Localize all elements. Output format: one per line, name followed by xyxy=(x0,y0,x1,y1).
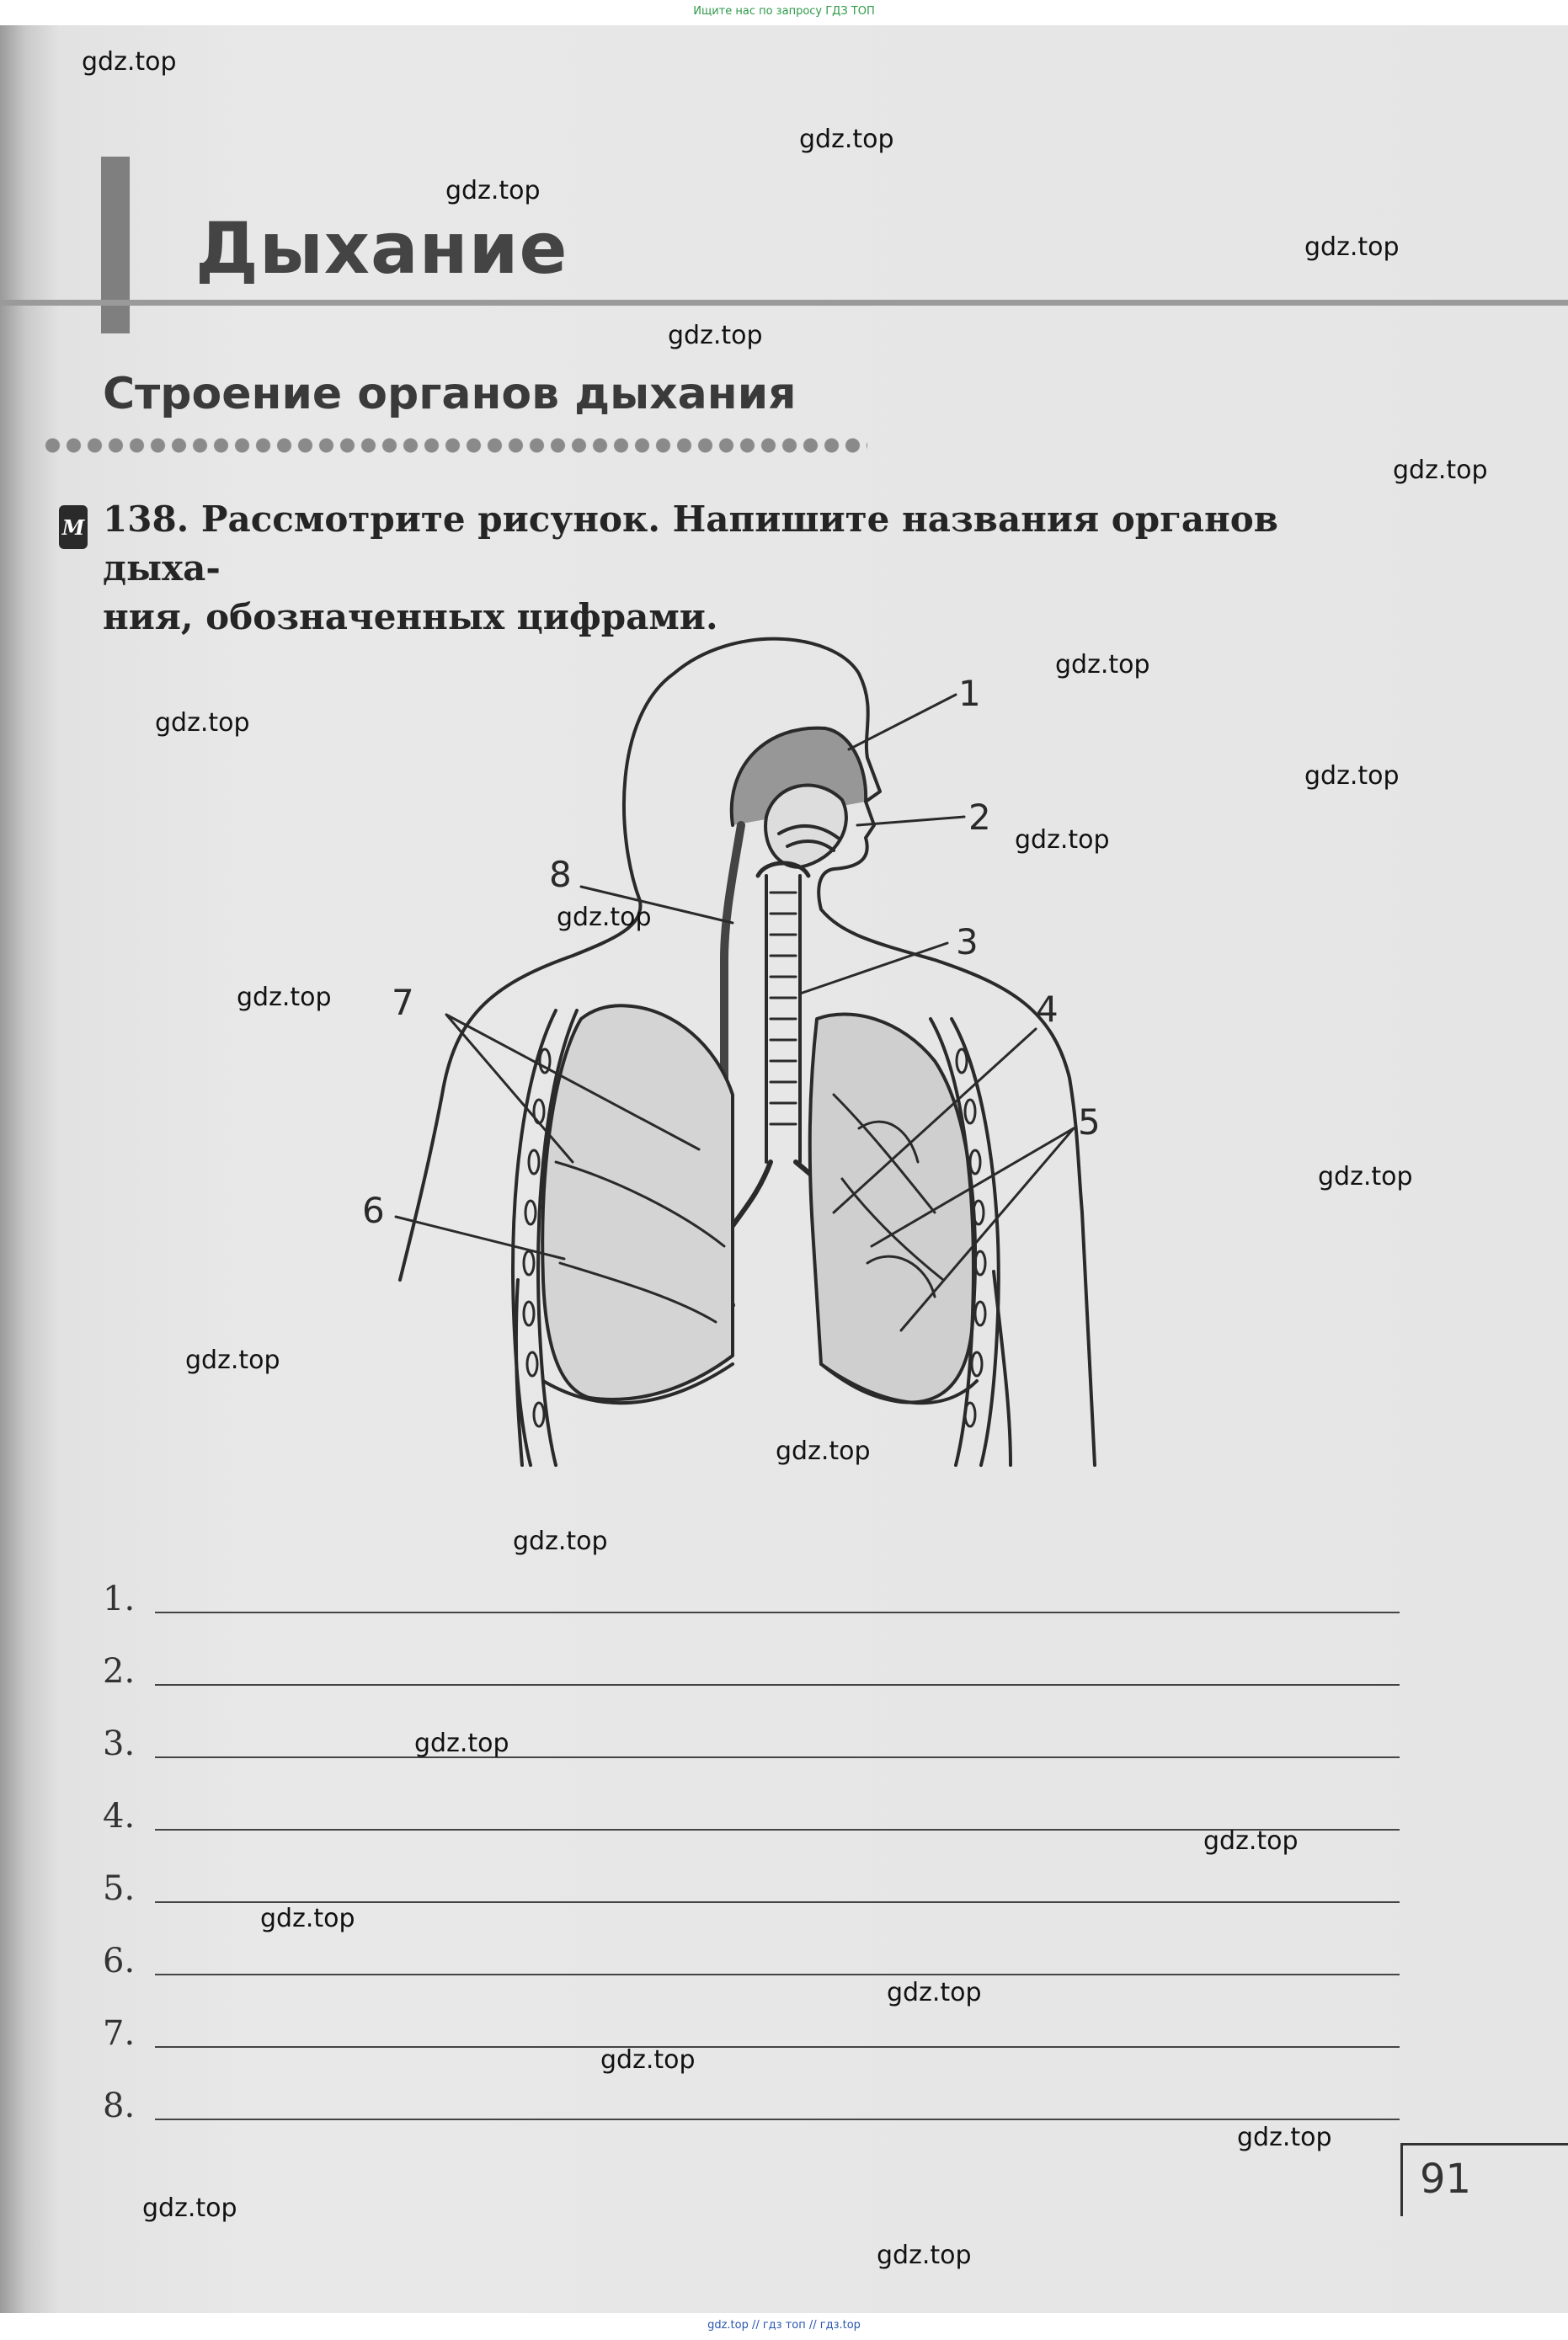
watermark: gdz.top xyxy=(142,2193,237,2223)
watermark: gdz.top xyxy=(668,321,763,350)
answer-line[interactable] xyxy=(155,1684,1400,1686)
answer-line[interactable] xyxy=(155,1974,1400,1975)
watermark: gdz.top xyxy=(776,1437,871,1466)
answer-line[interactable] xyxy=(155,1901,1400,1903)
diagram-label-2: 2 xyxy=(968,797,991,838)
diagram-label-8: 8 xyxy=(549,854,572,895)
section-title: Строение органов дыхания xyxy=(103,369,797,419)
respiratory-system-diagram xyxy=(362,623,1221,1499)
watermark: gdz.top xyxy=(877,2241,972,2270)
task-marker-letter: М xyxy=(61,515,85,540)
answer-row-7 xyxy=(103,2002,1400,2053)
watermark: gdz.top xyxy=(600,2045,696,2075)
bottom-banner-text: gdz.top // гдз топ // гдз.top xyxy=(707,2319,861,2332)
answer-number: 1. xyxy=(103,1580,136,1618)
watermark: gdz.top xyxy=(557,903,652,932)
answer-number: 6. xyxy=(103,1942,136,1980)
watermark: gdz.top xyxy=(799,125,894,154)
watermark: gdz.top xyxy=(155,708,250,738)
watermark: gdz.top xyxy=(1015,825,1110,855)
watermark: gdz.top xyxy=(1055,650,1150,680)
diagram-label-5: 5 xyxy=(1078,1101,1101,1143)
watermark: gdz.top xyxy=(237,983,332,1012)
watermark: gdz.top xyxy=(260,1904,355,1933)
task-marker-icon xyxy=(59,505,88,549)
chapter-bar xyxy=(101,157,130,333)
watermark: gdz.top xyxy=(1304,761,1400,791)
top-banner xyxy=(0,0,1568,25)
answer-number: 4. xyxy=(103,1797,136,1836)
watermark: gdz.top xyxy=(1203,1826,1299,1856)
answer-number: 2. xyxy=(103,1652,136,1691)
answer-line[interactable] xyxy=(155,1612,1400,1613)
answer-number: 8. xyxy=(103,2087,136,2125)
diagram-label-4: 4 xyxy=(1036,989,1059,1030)
answer-row-1 xyxy=(103,1568,1400,1618)
answer-row-3 xyxy=(103,1713,1400,1763)
watermark: gdz.top xyxy=(1318,1162,1413,1191)
watermark: gdz.top xyxy=(185,1346,280,1375)
watermark: gdz.top xyxy=(1304,232,1400,262)
answer-number: 5. xyxy=(103,1869,136,1908)
diagram-label-7: 7 xyxy=(392,982,414,1023)
dotted-divider xyxy=(42,436,867,455)
answer-row-5 xyxy=(103,1858,1400,1908)
watermark: gdz.top xyxy=(1393,456,1488,485)
chapter-title: Дыхание xyxy=(195,207,568,290)
diagram-label-6: 6 xyxy=(362,1190,385,1231)
answer-line[interactable] xyxy=(155,2046,1400,2048)
task-line-1: 138. Рассмотрите рисунок. Напишите названия органов дыха- xyxy=(103,498,1278,589)
answer-row-6 xyxy=(103,1930,1400,1980)
answer-line[interactable] xyxy=(155,1756,1400,1758)
page-number: 91 xyxy=(1420,2156,1472,2203)
watermark: gdz.top xyxy=(445,176,541,205)
diagram-label-1: 1 xyxy=(958,673,981,714)
watermark: gdz.top xyxy=(414,1729,509,1758)
answer-row-8 xyxy=(103,2075,1400,2125)
task-text xyxy=(103,495,1400,642)
watermark: gdz.top xyxy=(887,1978,982,2007)
answer-row-2 xyxy=(103,1640,1400,1691)
diagram-label-3: 3 xyxy=(956,921,979,962)
answer-number: 3. xyxy=(103,1724,136,1763)
watermark: gdz.top xyxy=(82,47,177,77)
watermark: gdz.top xyxy=(1237,2123,1332,2152)
top-banner-text: Ищите нас по запросу ГДЗ ТОП xyxy=(693,5,875,18)
answer-line[interactable] xyxy=(155,2119,1400,2120)
watermark: gdz.top xyxy=(513,1527,608,1556)
answer-number: 7. xyxy=(103,2014,136,2053)
chapter-rule xyxy=(0,300,1568,306)
task-line-2: ния, обозначенных цифрами. xyxy=(103,596,718,637)
bottom-banner xyxy=(0,2313,1568,2340)
